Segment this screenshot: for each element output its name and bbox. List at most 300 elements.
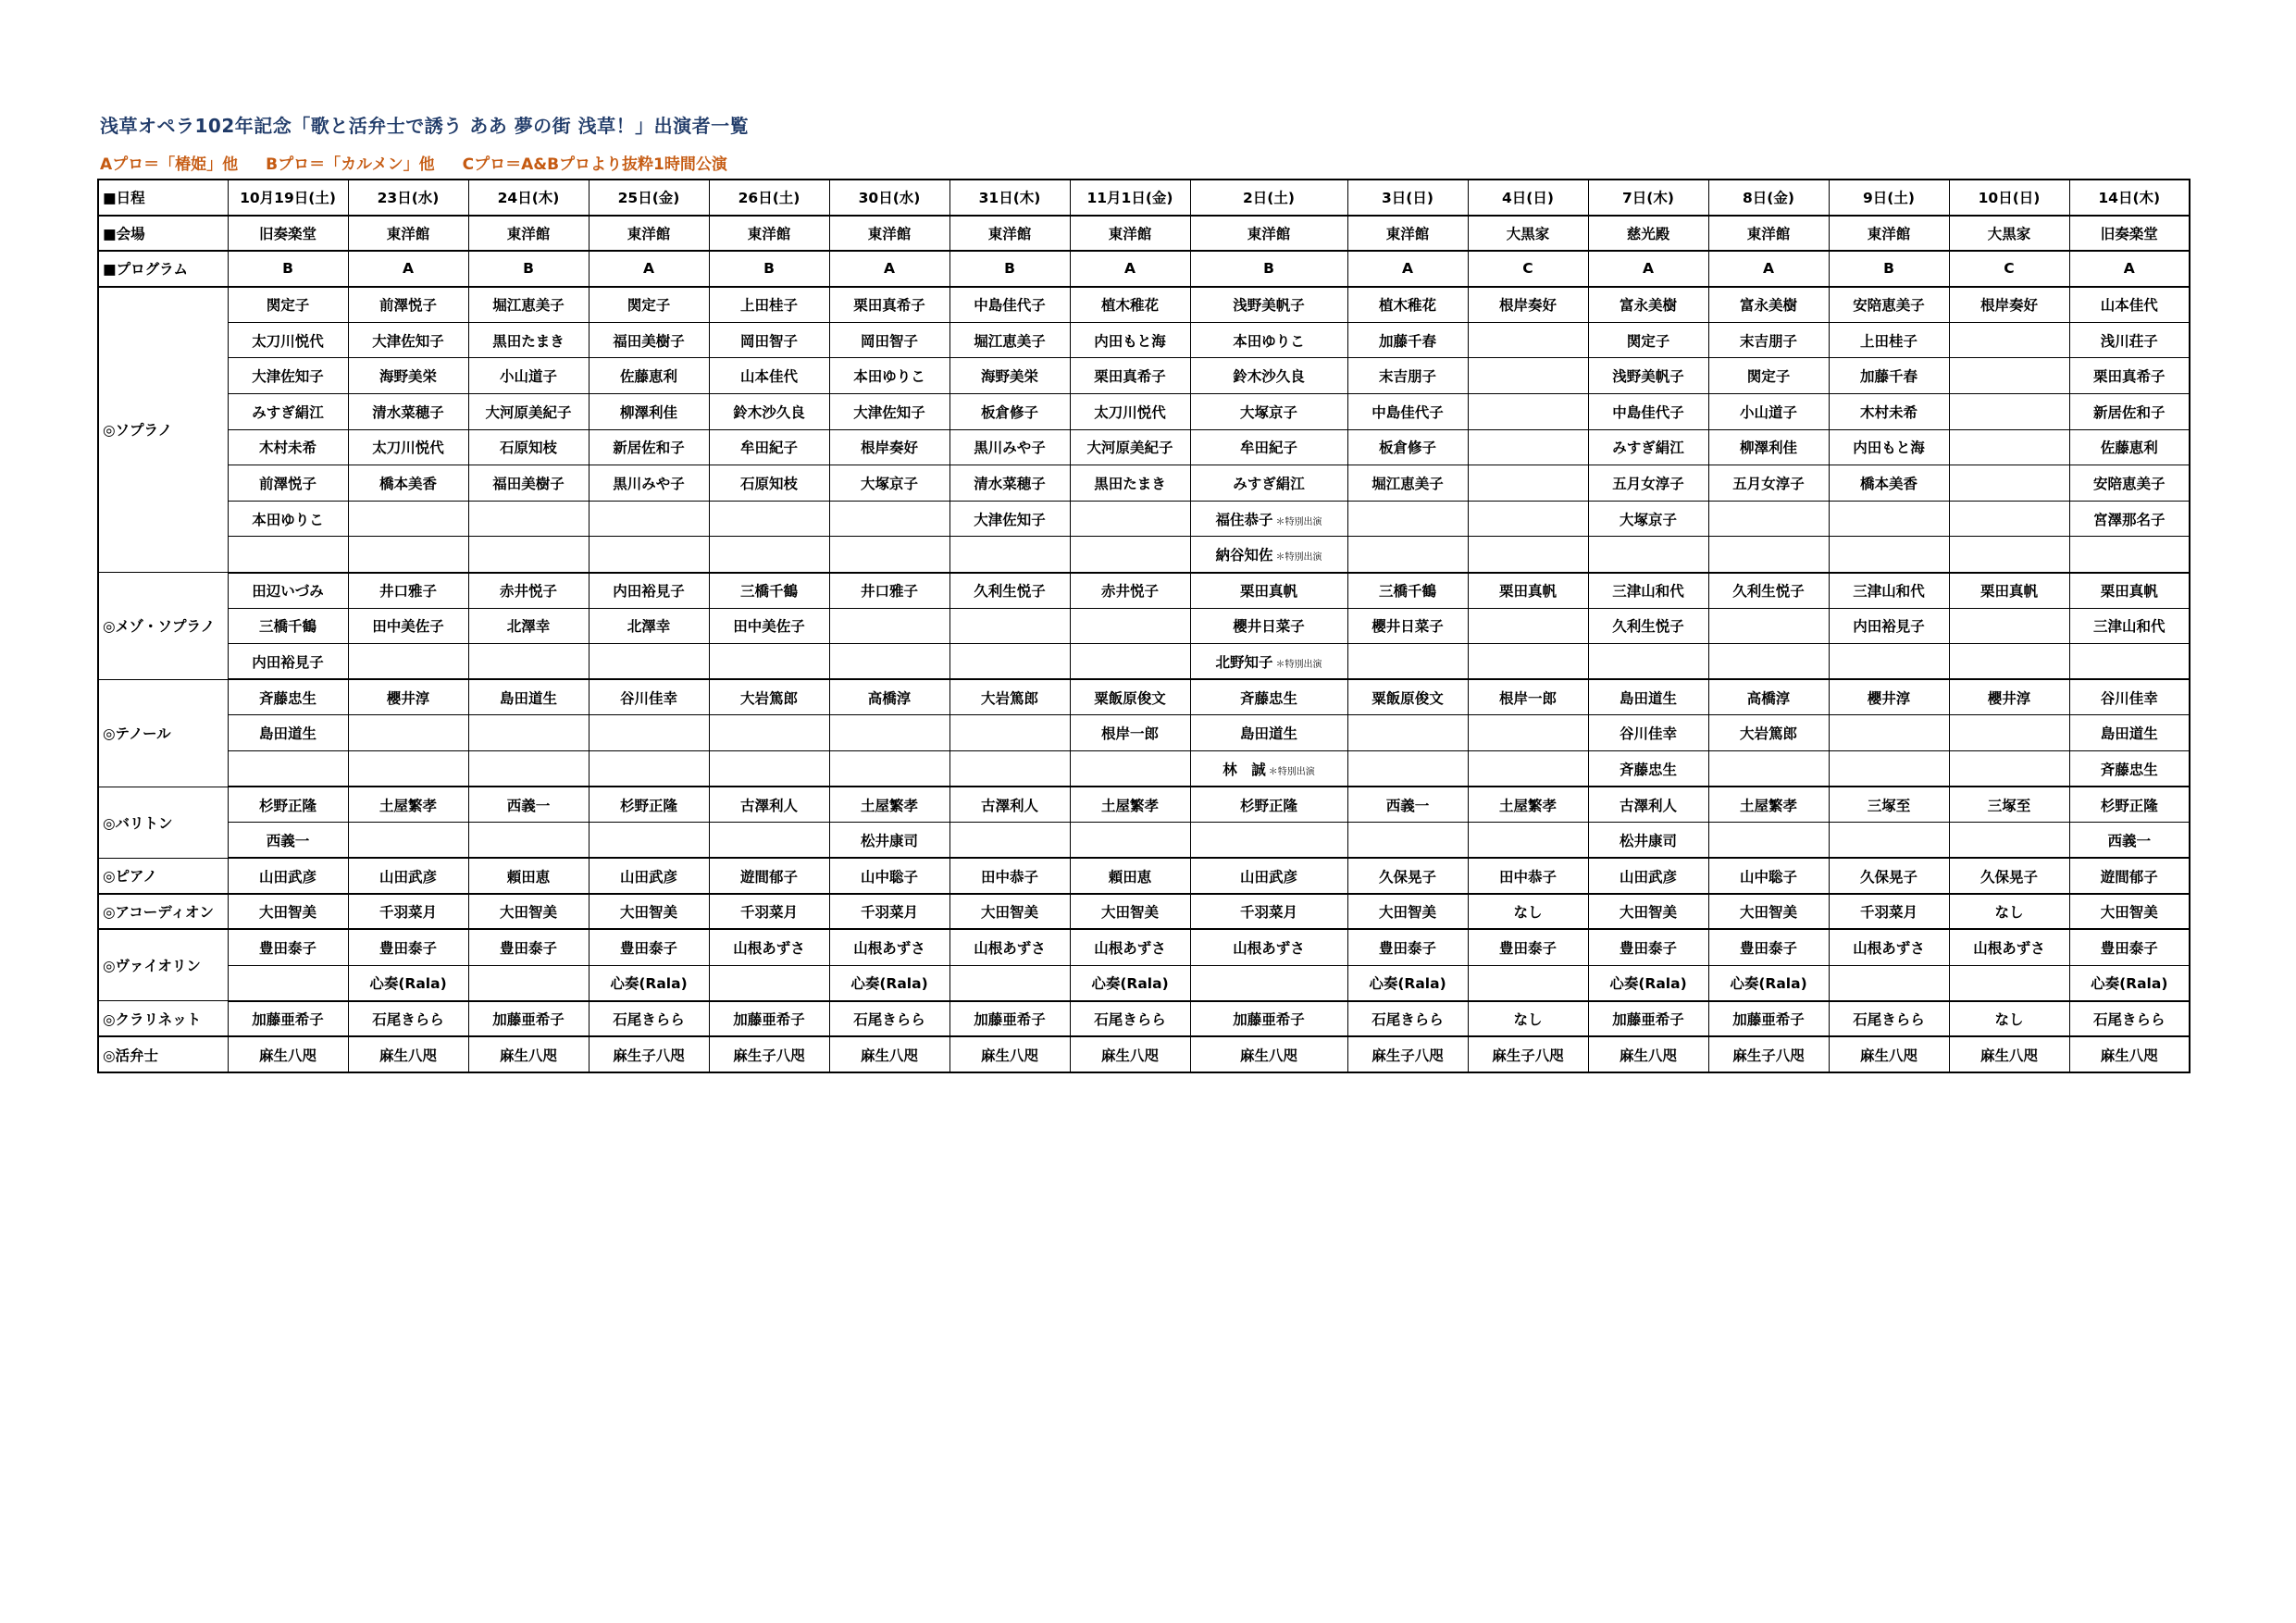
header-cell: B xyxy=(709,251,829,287)
performer-cell: 福田美樹子 xyxy=(589,322,709,358)
header-cell: 8日(金) xyxy=(1708,180,1829,216)
table-row xyxy=(98,1001,2190,1037)
performer-cell xyxy=(829,715,949,751)
performer-cell: 栗田真希子 xyxy=(2069,358,2190,394)
performer-cell: 頼田恵 xyxy=(468,858,589,894)
performer-cell xyxy=(468,751,589,787)
performer-cell: 櫻井淳 xyxy=(348,679,468,715)
performer-cell xyxy=(829,501,949,537)
table-row xyxy=(98,965,2190,1001)
performer-cell: 島田道生 xyxy=(468,679,589,715)
header-cell: C xyxy=(1468,251,1588,287)
performer-cell: 末吉朋子 xyxy=(1347,358,1468,394)
performer-cell: 櫻井日菜子 xyxy=(1347,608,1468,644)
performer-cell xyxy=(709,537,829,573)
performer-cell: 内田もと海 xyxy=(1829,429,1949,465)
row-label: ■日程 xyxy=(98,180,228,216)
performer-cell: 麻生子八咫 xyxy=(1468,1036,1588,1072)
performer-cell: 豊田泰子 xyxy=(1588,929,1708,965)
performer-cell: 山本佳代 xyxy=(709,358,829,394)
performer-cell: 末吉朋子 xyxy=(1708,322,1829,358)
performer-cell: 加藤亜希子 xyxy=(1708,1001,1829,1037)
performer-cell xyxy=(1190,644,1347,680)
performer-cell: 加藤亜希子 xyxy=(1588,1001,1708,1037)
performer-cell: 山中聡子 xyxy=(829,858,949,894)
performer-cell xyxy=(589,823,709,859)
performer-cell xyxy=(1708,751,1829,787)
performer-cell xyxy=(829,537,949,573)
performer-cell: 堀江恵美子 xyxy=(468,287,589,323)
section-label: ◎ヴァイオリン xyxy=(98,929,228,1000)
performer-cell: なし xyxy=(1468,1001,1588,1037)
performer-cell xyxy=(949,644,1070,680)
performer-cell: 黒川みや子 xyxy=(589,465,709,502)
performer-cell xyxy=(348,501,468,537)
performer-cell: 三塚至 xyxy=(1949,787,2069,823)
performer-cell: 豊田泰子 xyxy=(2069,929,2190,965)
performer-cell xyxy=(1949,501,2069,537)
performer-cell: 山田武彦 xyxy=(348,858,468,894)
performer-schedule-table xyxy=(97,179,2191,1073)
section-label: ◎テノール xyxy=(98,679,228,787)
performer-cell: 安陪恵美子 xyxy=(2069,465,2190,502)
table-row xyxy=(98,429,2190,465)
table-row xyxy=(98,573,2190,609)
performer-cell xyxy=(709,823,829,859)
performer-cell xyxy=(1588,644,1708,680)
performer-cell: 山田武彦 xyxy=(589,858,709,894)
header-cell: 10月19日(土) xyxy=(228,180,348,216)
performer-cell: 中島佳代子 xyxy=(1347,394,1468,430)
header-cell: A xyxy=(1708,251,1829,287)
performer-cell: 千羽菜月 xyxy=(348,894,468,930)
performer-cell: 山根あずさ xyxy=(1070,929,1190,965)
performer-cell xyxy=(709,644,829,680)
performer-cell xyxy=(348,823,468,859)
performer-cell: 石尾きらら xyxy=(348,1001,468,1037)
performer-cell: 粟飯原俊文 xyxy=(1070,679,1190,715)
performer-cell: 麻生子八咫 xyxy=(709,1036,829,1072)
performer-cell: 牟田紀子 xyxy=(709,429,829,465)
performer-cell: 中島佳代子 xyxy=(949,287,1070,323)
performer-cell xyxy=(1468,394,1588,430)
header-cell: 東洋館 xyxy=(1347,216,1468,252)
header-cell: 9日(土) xyxy=(1829,180,1949,216)
special-appearance-note: ＊特別出演 xyxy=(1275,659,1322,670)
performer-cell xyxy=(1468,608,1588,644)
performer-cell: 麻生八咫 xyxy=(1829,1036,1949,1072)
performer-cell xyxy=(2069,644,2190,680)
performer-cell xyxy=(949,537,1070,573)
performer-cell: 加藤亜希子 xyxy=(228,1001,348,1037)
performer-cell: 海野美栄 xyxy=(949,358,1070,394)
performer-cell xyxy=(1190,751,1347,787)
performer-cell: 大岩篤郎 xyxy=(1708,715,1829,751)
performer-cell: 心奏(Rala) xyxy=(1588,965,1708,1001)
performer-cell: 山根あずさ xyxy=(709,929,829,965)
header-cell: 東洋館 xyxy=(1708,216,1829,252)
header-cell: A xyxy=(589,251,709,287)
performer-cell: 土屋繁孝 xyxy=(348,787,468,823)
performer-cell: 本田ゆりこ xyxy=(228,501,348,537)
performer-cell: 心奏(Rala) xyxy=(348,965,468,1001)
performer-cell xyxy=(709,965,829,1001)
performer-cell: 古澤利人 xyxy=(1588,787,1708,823)
performer-cell: 太刀川悦代 xyxy=(1070,394,1190,430)
header-cell: 14日(木) xyxy=(2069,180,2190,216)
performer-cell: 五月女淳子 xyxy=(1588,465,1708,502)
section-label: ◎ピアノ xyxy=(98,858,228,894)
performer-cell: 牟田紀子 xyxy=(1190,429,1347,465)
header-cell: 東洋館 xyxy=(348,216,468,252)
performer-cell: 内田裕見子 xyxy=(228,644,348,680)
performer-cell: 栗田真帆 xyxy=(1468,573,1588,609)
performer-cell xyxy=(1070,823,1190,859)
performer-cell: 頼田恵 xyxy=(1070,858,1190,894)
performer-cell: 堀江恵美子 xyxy=(949,322,1070,358)
performer-cell: 麻生八咫 xyxy=(228,1036,348,1072)
performer-cell: 久利生悦子 xyxy=(1708,573,1829,609)
performer-cell: 橋本美香 xyxy=(348,465,468,502)
header-cell: B xyxy=(949,251,1070,287)
performer-cell: 栗田真希子 xyxy=(829,287,949,323)
performer-cell: 豊田泰子 xyxy=(1347,929,1468,965)
performer-cell xyxy=(1949,715,2069,751)
performer-cell: 関定子 xyxy=(1588,322,1708,358)
performer-cell: 五月女淳子 xyxy=(1708,465,1829,502)
performer-cell: 心奏(Rala) xyxy=(1708,965,1829,1001)
performer-cell: 斉藤忠生 xyxy=(228,679,348,715)
performer-cell: 黒田たまき xyxy=(468,322,589,358)
performer-cell: 小山道子 xyxy=(468,358,589,394)
performer-cell: 浅野美帆子 xyxy=(1190,287,1347,323)
performer-cell: 栗田真帆 xyxy=(1190,573,1347,609)
performer-cell: 大津佐知子 xyxy=(949,501,1070,537)
performer-cell xyxy=(1468,322,1588,358)
program-legend xyxy=(100,151,727,174)
performer-cell: 麻生八咫 xyxy=(949,1036,1070,1072)
performer-cell: 山本佳代 xyxy=(2069,287,2190,323)
header-cell: 東洋館 xyxy=(589,216,709,252)
table-row xyxy=(98,929,2190,965)
performer-cell xyxy=(1949,322,2069,358)
program-a-label: Aプロ＝「椿姫」他 xyxy=(100,155,239,174)
program-c-label: Cプロ＝A&Bプロより抜粋1時間公演 xyxy=(462,155,727,174)
performer-cell: 加藤亜希子 xyxy=(468,1001,589,1037)
performer-cell: 豊田泰子 xyxy=(589,929,709,965)
performer-cell: 関定子 xyxy=(589,287,709,323)
performer-cell xyxy=(1829,823,1949,859)
performer-cell xyxy=(1190,537,1347,573)
performer-cell: 山根あずさ xyxy=(1829,929,1949,965)
performer-cell xyxy=(468,537,589,573)
performer-cell: 前澤悦子 xyxy=(228,465,348,502)
performer-cell: 大塚京子 xyxy=(829,465,949,502)
performer-cell: 橋本美香 xyxy=(1829,465,1949,502)
performer-cell: 三津山和代 xyxy=(2069,608,2190,644)
performer-cell xyxy=(1949,394,2069,430)
performer-cell: 大河原美紀子 xyxy=(468,394,589,430)
performer-cell: 井口雅子 xyxy=(348,573,468,609)
performer-cell: 遊間郁子 xyxy=(2069,858,2190,894)
performer-cell: 大田智美 xyxy=(2069,894,2190,930)
performer-cell: 太刀川悦代 xyxy=(228,322,348,358)
performer-cell xyxy=(1708,608,1829,644)
performer-cell: 千羽菜月 xyxy=(829,894,949,930)
performer-cell: 久保晃子 xyxy=(1829,858,1949,894)
header-cell: 30日(水) xyxy=(829,180,949,216)
performer-cell xyxy=(1190,965,1347,1001)
performer-cell: 浅野美帆子 xyxy=(1588,358,1708,394)
performer-cell: 麻生八咫 xyxy=(829,1036,949,1072)
performer-cell: 大田智美 xyxy=(1708,894,1829,930)
performer-cell: 大田智美 xyxy=(1347,894,1468,930)
performer-cell: 加藤亜希子 xyxy=(949,1001,1070,1037)
performer-cell: 久利生悦子 xyxy=(1588,608,1708,644)
performer-cell: 栗田真帆 xyxy=(1949,573,2069,609)
performer-cell: 清水菜穂子 xyxy=(348,394,468,430)
performer-cell: 心奏(Rala) xyxy=(829,965,949,1001)
header-cell: A xyxy=(1347,251,1468,287)
performer-cell: 大田智美 xyxy=(1070,894,1190,930)
performer-cell xyxy=(1468,537,1588,573)
performer-cell xyxy=(348,537,468,573)
special-appearance-note: ＊特別出演 xyxy=(1275,551,1322,563)
performer-cell: なし xyxy=(1949,894,2069,930)
section-label: ◎メゾ・ソプラノ xyxy=(98,573,228,680)
performer-cell: 櫻井淳 xyxy=(1949,679,2069,715)
header-cell: 3日(日) xyxy=(1347,180,1468,216)
header-cell: 4日(日) xyxy=(1468,180,1588,216)
header-cell: 東洋館 xyxy=(1829,216,1949,252)
performer-cell xyxy=(1190,823,1347,859)
performer-cell: 根岸奏好 xyxy=(1468,287,1588,323)
performer-cell: 鈴木沙久良 xyxy=(709,394,829,430)
performer-cell: なし xyxy=(1949,1001,2069,1037)
performer-cell xyxy=(1468,965,1588,1001)
header-row xyxy=(98,251,2190,287)
performer-cell: 麻生八咫 xyxy=(1190,1036,1347,1072)
performer-cell: 谷川佳幸 xyxy=(2069,679,2190,715)
header-cell: B xyxy=(228,251,348,287)
performer-cell: 山根あずさ xyxy=(829,929,949,965)
performer-cell xyxy=(1708,644,1829,680)
performer-cell xyxy=(468,965,589,1001)
header-cell: A xyxy=(2069,251,2190,287)
table-row xyxy=(98,644,2190,680)
performer-cell: 福田美樹子 xyxy=(468,465,589,502)
performer-cell xyxy=(468,644,589,680)
performer-cell: 杉野正隆 xyxy=(228,787,348,823)
performer-cell: 石尾きらら xyxy=(1829,1001,1949,1037)
performer-cell: 本田ゆりこ xyxy=(1190,322,1347,358)
performer-cell: 富永美樹 xyxy=(1708,287,1829,323)
performer-cell: 大田智美 xyxy=(949,894,1070,930)
performer-cell: 大田智美 xyxy=(589,894,709,930)
header-cell: A xyxy=(348,251,468,287)
performer-cell: 栗田真帆 xyxy=(2069,573,2190,609)
performer-cell xyxy=(1949,644,2069,680)
performer-cell: 石原知枝 xyxy=(468,429,589,465)
performer-cell xyxy=(1347,823,1468,859)
performer-cell: 杉野正隆 xyxy=(589,787,709,823)
header-cell: 24日(木) xyxy=(468,180,589,216)
performer-cell: 久利生悦子 xyxy=(949,573,1070,609)
performer-cell xyxy=(589,537,709,573)
performer-cell: 根岸一郎 xyxy=(1468,679,1588,715)
performer-cell: 山根あずさ xyxy=(949,929,1070,965)
performer-cell xyxy=(949,715,1070,751)
performer-cell: 安陪恵美子 xyxy=(1829,287,1949,323)
performer-cell: 田中美佐子 xyxy=(348,608,468,644)
performer-cell: 心奏(Rala) xyxy=(1347,965,1468,1001)
performer-cell: 石尾きらら xyxy=(589,1001,709,1037)
table-row xyxy=(98,608,2190,644)
performer-cell xyxy=(1070,501,1190,537)
header-cell: B xyxy=(1829,251,1949,287)
performer-cell xyxy=(1468,751,1588,787)
performer-cell: 加藤亜希子 xyxy=(1190,1001,1347,1037)
performer-cell: みすぎ絹江 xyxy=(228,394,348,430)
performer-cell: 田中美佐子 xyxy=(709,608,829,644)
performer-cell xyxy=(589,715,709,751)
performer-cell: 久保晃子 xyxy=(1949,858,2069,894)
performer-cell xyxy=(1347,537,1468,573)
performer-cell: 新居佐和子 xyxy=(2069,394,2190,430)
performer-cell xyxy=(1468,465,1588,502)
performer-cell: 麻生八咫 xyxy=(1070,1036,1190,1072)
performer-cell xyxy=(1708,501,1829,537)
performer-cell: 麻生八咫 xyxy=(2069,1036,2190,1072)
performer-cell xyxy=(1070,608,1190,644)
performer-cell: 北澤幸 xyxy=(589,608,709,644)
header-cell: 東洋館 xyxy=(1070,216,1190,252)
performer-cell xyxy=(1829,715,1949,751)
performer-cell: 宮澤那名子 xyxy=(2069,501,2190,537)
performer-cell: 西義一 xyxy=(1347,787,1468,823)
performer-cell: 心奏(Rala) xyxy=(1070,965,1190,1001)
header-cell: 26日(土) xyxy=(709,180,829,216)
performer-cell: 三橋千鶴 xyxy=(709,573,829,609)
performer-cell: 三津山和代 xyxy=(1588,573,1708,609)
performer-cell: 岡田智子 xyxy=(829,322,949,358)
table-row xyxy=(98,715,2190,751)
performer-cell xyxy=(1829,537,1949,573)
performer-cell xyxy=(1949,608,2069,644)
performer-cell xyxy=(949,965,1070,1001)
performer-cell xyxy=(1588,537,1708,573)
performer-cell: 中島佳代子 xyxy=(1588,394,1708,430)
performer-cell xyxy=(589,501,709,537)
performer-cell xyxy=(1949,429,2069,465)
performer-cell: 豊田泰子 xyxy=(468,929,589,965)
header-cell: 31日(木) xyxy=(949,180,1070,216)
performer-cell: 豊田泰子 xyxy=(1708,929,1829,965)
performer-cell xyxy=(1949,751,2069,787)
performer-cell: 鈴木沙久良 xyxy=(1190,358,1347,394)
section-label: ◎活弁士 xyxy=(98,1036,228,1072)
performer-cell xyxy=(1347,644,1468,680)
performer-cell: みすぎ絹江 xyxy=(1588,429,1708,465)
table-row xyxy=(98,358,2190,394)
performer-cell xyxy=(1829,501,1949,537)
performer-cell: 堀江恵美子 xyxy=(1347,465,1468,502)
performer-cell: 山田武彦 xyxy=(228,858,348,894)
table-row xyxy=(98,537,2190,573)
performer-cell: 麻生八咫 xyxy=(1588,1036,1708,1072)
performer-cell: 千羽菜月 xyxy=(1829,894,1949,930)
performer-cell: なし xyxy=(1468,894,1588,930)
performer-cell: 本田ゆりこ xyxy=(829,358,949,394)
performer-cell: 大塚京子 xyxy=(1190,394,1347,430)
performer-cell xyxy=(589,644,709,680)
header-cell: 旧奏楽堂 xyxy=(228,216,348,252)
performer-cell: 加藤千春 xyxy=(1347,322,1468,358)
performer-cell: 古澤利人 xyxy=(949,787,1070,823)
performer-cell: 柳澤利佳 xyxy=(589,394,709,430)
performer-cell: 麻生八咫 xyxy=(348,1036,468,1072)
header-row xyxy=(98,180,2190,216)
performer-cell: 谷川佳幸 xyxy=(589,679,709,715)
header-cell: 23日(水) xyxy=(348,180,468,216)
performer-cell: 土屋繁孝 xyxy=(1708,787,1829,823)
table-row xyxy=(98,858,2190,894)
performer-cell: 麻生子八咫 xyxy=(589,1036,709,1072)
performer-cell xyxy=(1468,429,1588,465)
performer-cell: 板倉修子 xyxy=(949,394,1070,430)
performer-cell: 大河原美紀子 xyxy=(1070,429,1190,465)
performer-cell: 大岩篤郎 xyxy=(949,679,1070,715)
performer-name: 福住恭子 xyxy=(1215,511,1273,528)
performer-cell: 前澤悦子 xyxy=(348,287,468,323)
performer-cell xyxy=(468,715,589,751)
header-cell: 大黒家 xyxy=(1468,216,1588,252)
header-cell: B xyxy=(468,251,589,287)
performer-cell xyxy=(949,608,1070,644)
table-row xyxy=(98,679,2190,715)
performer-cell: 清水菜穂子 xyxy=(949,465,1070,502)
performer-cell: 斉藤忠生 xyxy=(1588,751,1708,787)
performer-cell: 島田道生 xyxy=(2069,715,2190,751)
performer-cell xyxy=(709,715,829,751)
performer-cell: 栗田真希子 xyxy=(1070,358,1190,394)
header-row xyxy=(98,216,2190,252)
performer-cell xyxy=(468,823,589,859)
row-label: ■会場 xyxy=(98,216,228,252)
performer-cell xyxy=(1468,644,1588,680)
performer-cell: 山根あずさ xyxy=(1190,929,1347,965)
header-cell: 慈光殿 xyxy=(1588,216,1708,252)
performer-cell: 田辺いづみ xyxy=(228,573,348,609)
table-row xyxy=(98,322,2190,358)
performer-cell xyxy=(468,501,589,537)
performer-cell xyxy=(228,537,348,573)
performer-cell xyxy=(1949,465,2069,502)
header-cell: A xyxy=(829,251,949,287)
performer-cell xyxy=(949,823,1070,859)
performer-cell: 木村未希 xyxy=(1829,394,1949,430)
performer-cell: 井口雅子 xyxy=(829,573,949,609)
header-cell: 旧奏楽堂 xyxy=(2069,216,2190,252)
performer-cell: 大津佐知子 xyxy=(228,358,348,394)
table-row xyxy=(98,501,2190,537)
performer-cell: 植木稚花 xyxy=(1070,287,1190,323)
header-cell: 7日(木) xyxy=(1588,180,1708,216)
performer-cell: 内田裕見子 xyxy=(1829,608,1949,644)
performer-cell: 豊田泰子 xyxy=(348,929,468,965)
performer-cell xyxy=(829,751,949,787)
header-cell: 大黒家 xyxy=(1949,216,2069,252)
